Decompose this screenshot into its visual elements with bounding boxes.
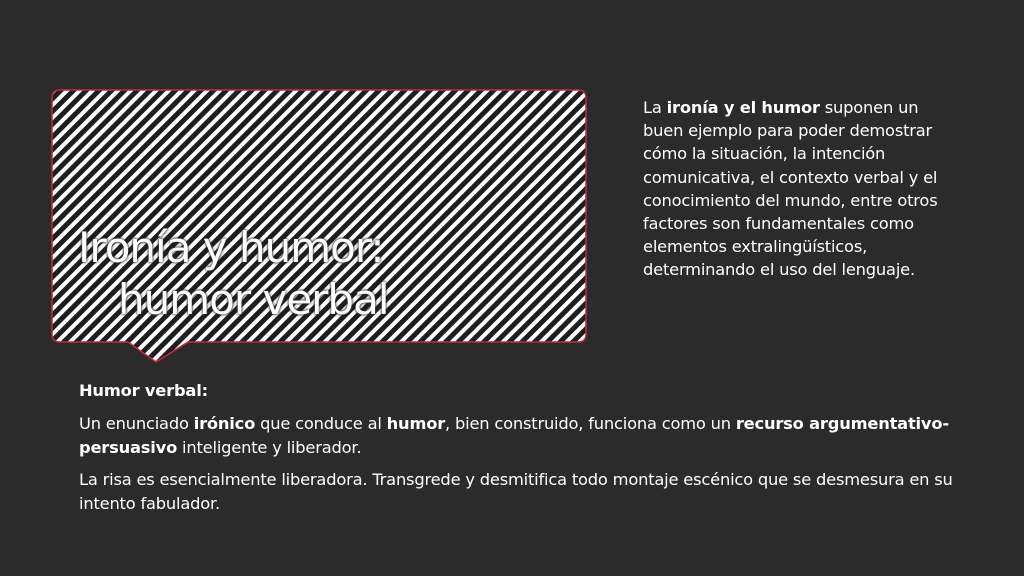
- body-heading: Humor verbal:: [79, 381, 208, 400]
- description-bold: ironía y el humor: [666, 98, 820, 117]
- p1-bold-2: humor: [386, 414, 446, 433]
- p1-bold-3: recurso argumentativo-persuasivo: [79, 414, 949, 457]
- title-line-2: humor verbal: [118, 275, 389, 324]
- p1-text-3: , bien construido, funciona como un: [445, 414, 736, 433]
- title-line-1: Ironía y humor:: [78, 223, 384, 272]
- description-prefix: La: [643, 98, 667, 117]
- p1-text-1: Un enunciado: [79, 414, 194, 433]
- body-paragraph-2: La risa es esencialmente liberadora. Transgrede y desmitifica todo montaje escénico que se desmesura en su intento fabulador.: [79, 470, 953, 513]
- p1-text-4: inteligente y liberador.: [177, 438, 362, 457]
- body-text: [79, 379, 959, 524]
- p1-text-2: que conduce al: [255, 414, 387, 433]
- body-paragraph-1: [79, 412, 959, 460]
- p1-bold-1: irónico: [193, 414, 256, 433]
- slide-title: [78, 222, 558, 326]
- title-callout: [52, 90, 586, 342]
- description-suffix: suponen un buen ejemplo para poder demostrar cómo la situación, la intención comunicativa, el contexto verbal y el conocimiento del mundo, entre otros factores son fundamentales como elementos extralingüísticos, determinando el uso del lenguaje.: [643, 98, 938, 280]
- description-paragraph: [643, 96, 963, 282]
